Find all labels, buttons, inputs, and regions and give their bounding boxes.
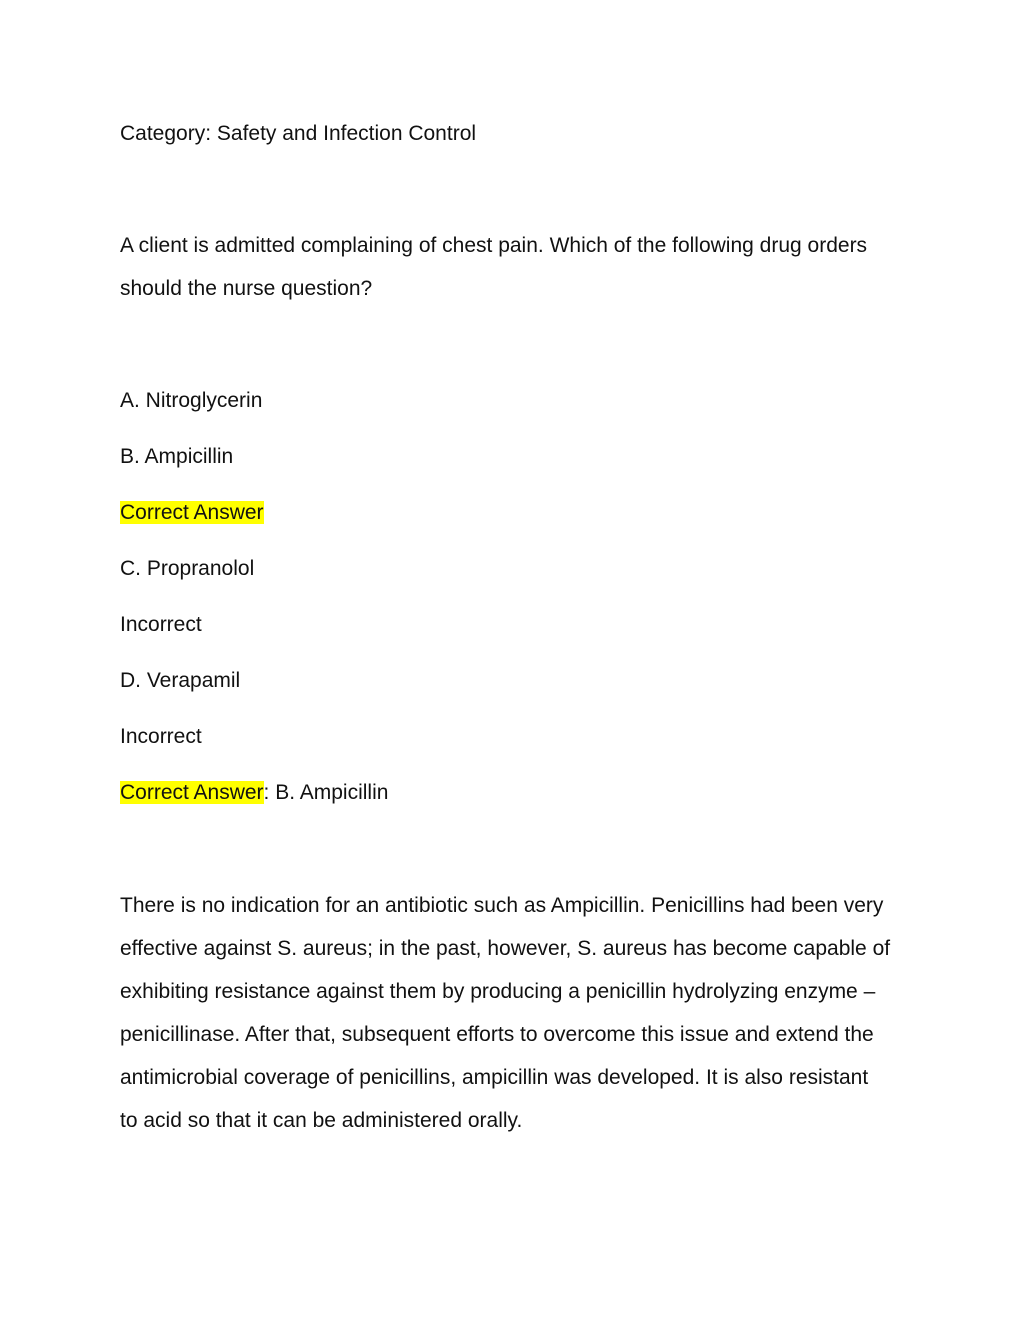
answer-value: : B. Ampicillin <box>263 781 389 804</box>
option-c-feedback: Incorrect <box>120 613 202 636</box>
explanation-paragraph <box>120 884 910 1142</box>
option-b: B. Ampicillin <box>120 445 234 468</box>
option-d: D. Verapamil <box>120 669 241 692</box>
explanation-line: antimicrobial coverage of penicillins, ampicillin was developed. It is also resistant <box>120 1066 869 1089</box>
question-line-1: A client is admitted complaining of chest pain. Which of the following drug orders <box>120 234 868 257</box>
answer-label-highlight: Correct Answer <box>120 781 264 804</box>
explanation-line: There is no indication for an antibiotic such as Ampicillin. Penicillins had been very <box>120 894 884 917</box>
explanation-line: to acid so that it can be administered orally. <box>120 1109 523 1132</box>
question-line-2: should the nurse question? <box>120 277 373 300</box>
category-heading: Category: Safety and Infection Control <box>120 122 477 145</box>
explanation-line: penicillinase. After that, subsequent efforts to overcome this issue and extend the <box>120 1023 874 1046</box>
explanation-line: effective against S. aureus; in the past, however, S. aureus has become capable of <box>120 937 891 960</box>
option-a: A. Nitroglycerin <box>120 389 263 412</box>
option-b-feedback <box>120 499 264 527</box>
explanation-line: exhibiting resistance against them by producing a penicillin hydrolyzing enzyme – <box>120 980 876 1003</box>
option-d-feedback: Incorrect <box>120 725 202 748</box>
option-c: C. Propranolol <box>120 557 255 580</box>
answer-line <box>120 779 388 807</box>
correct-answer-highlight: Correct Answer <box>120 501 264 524</box>
